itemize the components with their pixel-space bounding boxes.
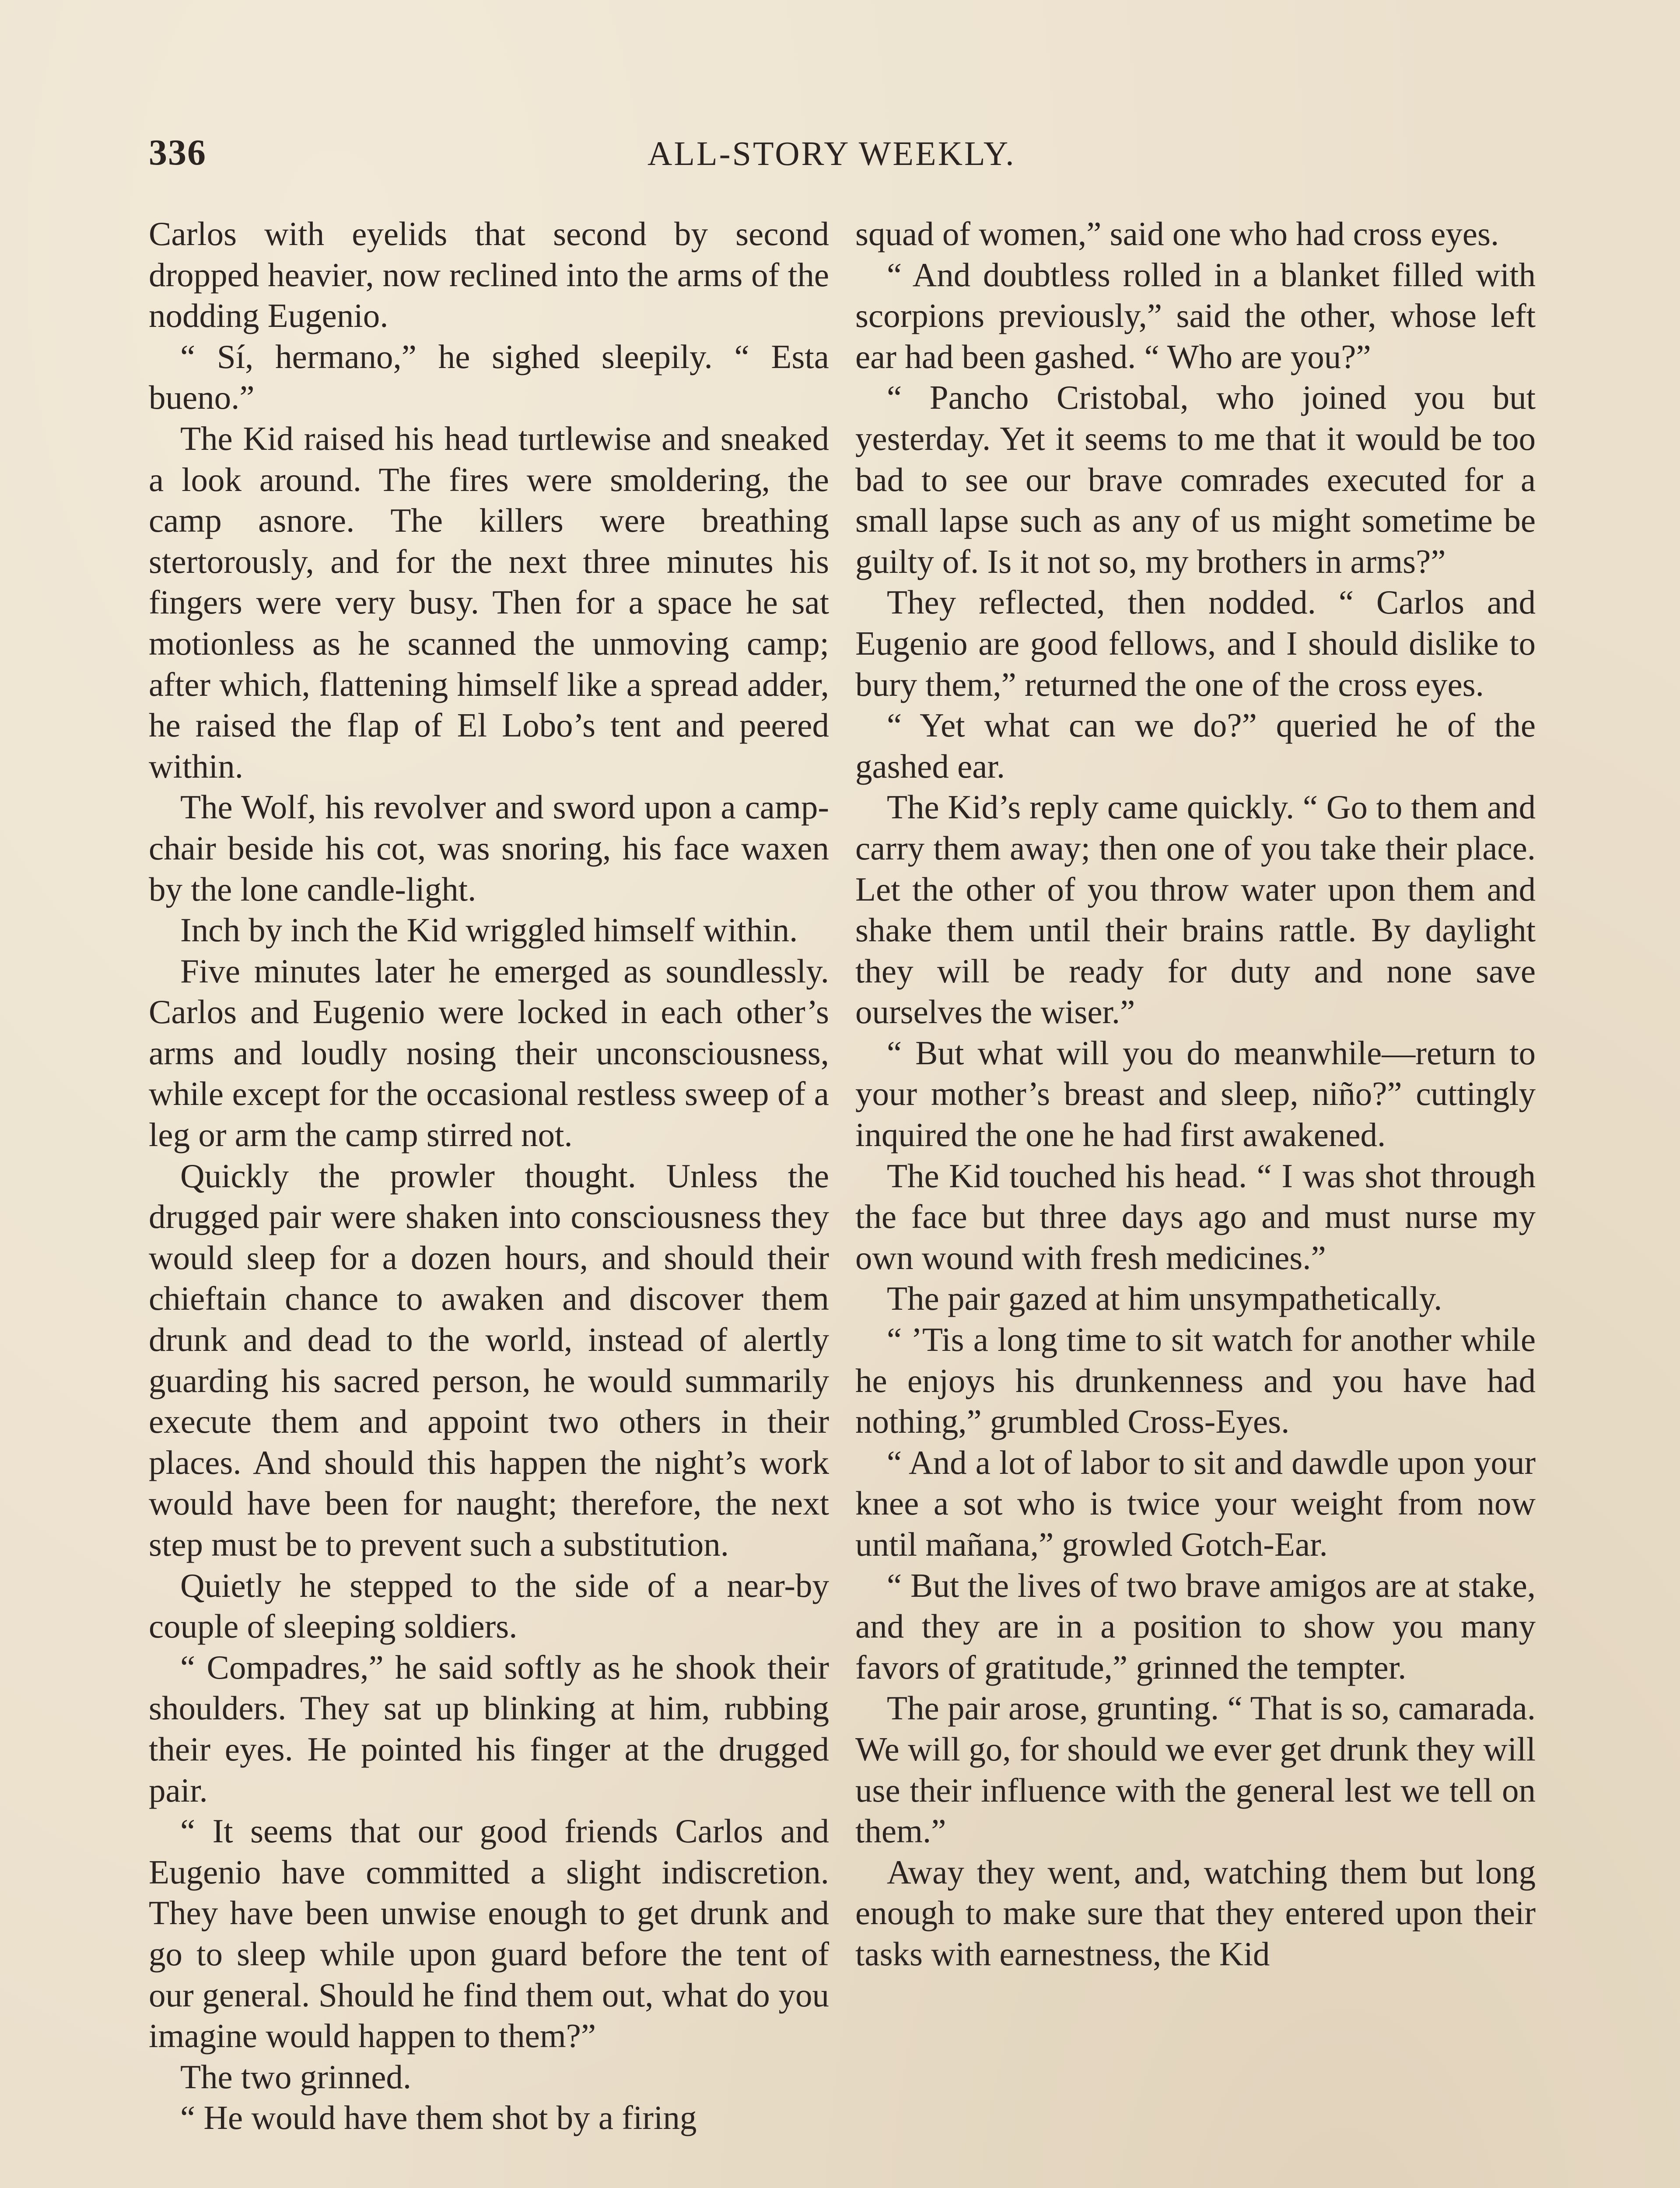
paragraph: “ But what will you do meanwhile—return to your mother’s breast and sleep, niño?” cuttingly inquired the one he had first awakened.: [855, 1034, 1536, 1154]
paragraph: “ And a lot of labor to sit and dawdle upon your knee a sot who is twice your weight from now until mañana,” growled Gotch-Ear.: [855, 1443, 1536, 1563]
paragraph: “ Sí, hermano,” he sighed sleepily. “ Esta bueno.”: [149, 337, 829, 417]
paragraph: The pair arose, grunting. “ That is so, camarada. We will go, for should we ever get drunk they will use their influence with the general lest we tell on them.”: [855, 1689, 1536, 1850]
paragraph: The pair gazed at him unsympathetically.: [887, 1280, 1442, 1318]
paragraph: The Wolf, his revolver and sword upon a camp-chair beside his cot, was snoring, his face waxen by the lone candle-light.: [149, 788, 829, 908]
paragraph: They reflected, then nodded. “ Carlos and Eugenio are good fellows, and I should dislike to bury them,” returned the one of the cross eyes.: [855, 583, 1536, 703]
paragraph: “ It seems that our good friends Carlos and Eugenio have committed a slight indiscretion. They have been unwise enough to get drunk and go to sleep while upon guard before the tent of our general. Should he find them out, what do you imagine would happen to them?”: [149, 1812, 829, 2055]
paragraph: “ Pancho Cristobal, who joined you but yesterday. Yet it seems to me that it would be too bad to see our brave comrades executed for a small lapse such as any of us might sometime be guilty of. Is it not so, my brothers in arms?”: [855, 379, 1536, 580]
paragraph: Away they went, and, watching them but long enough to make sure that they entered upon their tasks with earnestness, the Kid: [855, 1853, 1536, 1973]
left-column: [149, 214, 829, 2139]
paragraph: The Kid’s reply came quickly. “ Go to them and carry them away; then one of you take their place. Let the other of you throw water upon them and shake them until their brains rattle. By daylight they will be ready for duty and none save ourselves the wiser.”: [855, 788, 1536, 1031]
page-header: [144, 131, 1544, 179]
paragraph: “ Yet what can we do?” queried he of the gashed ear.: [855, 706, 1536, 785]
paragraph: “ But the lives of two brave amigos are at stake, and they are in a position to show you many favors of gratitude,” grinned the tempter.: [855, 1566, 1536, 1686]
paragraph: Five minutes later he emerged as soundlessly. Carlos and Eugenio were locked in each other’s arms and loudly nosing their unconsciousness, while except for the occasional restless sweep of a leg or arm the camp stirred not.: [149, 952, 829, 1154]
right-column: [855, 214, 1536, 1975]
paragraph: Inch by inch the Kid wriggled himself within.: [180, 911, 798, 949]
paragraph: “ He would have them shot by a firing: [180, 2099, 697, 2137]
running-title: ALL-STORY WEEKLY.: [648, 134, 1016, 172]
paragraph: Carlos with eyelids that second by second dropped heavier, now reclined into the arms of the nodding Eugenio.: [149, 215, 829, 335]
paragraph: “ ’Tis a long time to sit watch for another while he enjoys his drunkenness and you have had nothing,” grumbled Cross-Eyes.: [855, 1321, 1536, 1441]
page-number: 336: [149, 132, 206, 173]
paragraph: squad of women,” said one who had cross eyes.: [855, 215, 1499, 252]
paragraph: The Kid touched his head. “ I was shot through the face but three days ago and must nurse my own wound with fresh medicines.”: [855, 1157, 1536, 1276]
paragraph: The two grinned.: [180, 2058, 412, 2096]
paragraph: “ And doubtless rolled in a blanket filled with scorpions previously,” said the other, whose left ear had been gashed. “ Who are you?”: [855, 256, 1536, 375]
paragraph: “ Compadres,” he said softly as he shook their shoulders. They sat up blinking at him, rubbing their eyes. He pointed his finger at the drugged pair.: [149, 1648, 829, 1809]
paragraph: The Kid raised his head turtlewise and sneaked a look around. The fires were smoldering, the camp asnore. The killers were breathing stertorously, and for the next three minutes his fingers were very busy. Then for a space he sat motionless as he scanned the unmoving camp; after which, flattening himself like a spread adder, he raised the flap of El Lobo’s tent and peered within.: [149, 419, 829, 785]
paragraph: Quickly the prowler thought. Unless the drugged pair were shaken into consciousness they would sleep for a dozen hours, and should their chieftain chance to awaken and discover them drunk and dead to the world, instead of alertly guarding his sacred person, he would summarily execute them and appoint two others in their places. And should this happen the night’s work would have been for naught; therefore, the next step must be to prevent such a substitution.: [149, 1157, 829, 1563]
paragraph: Quietly he stepped to the side of a near-by couple of sleeping soldiers.: [149, 1566, 829, 1645]
